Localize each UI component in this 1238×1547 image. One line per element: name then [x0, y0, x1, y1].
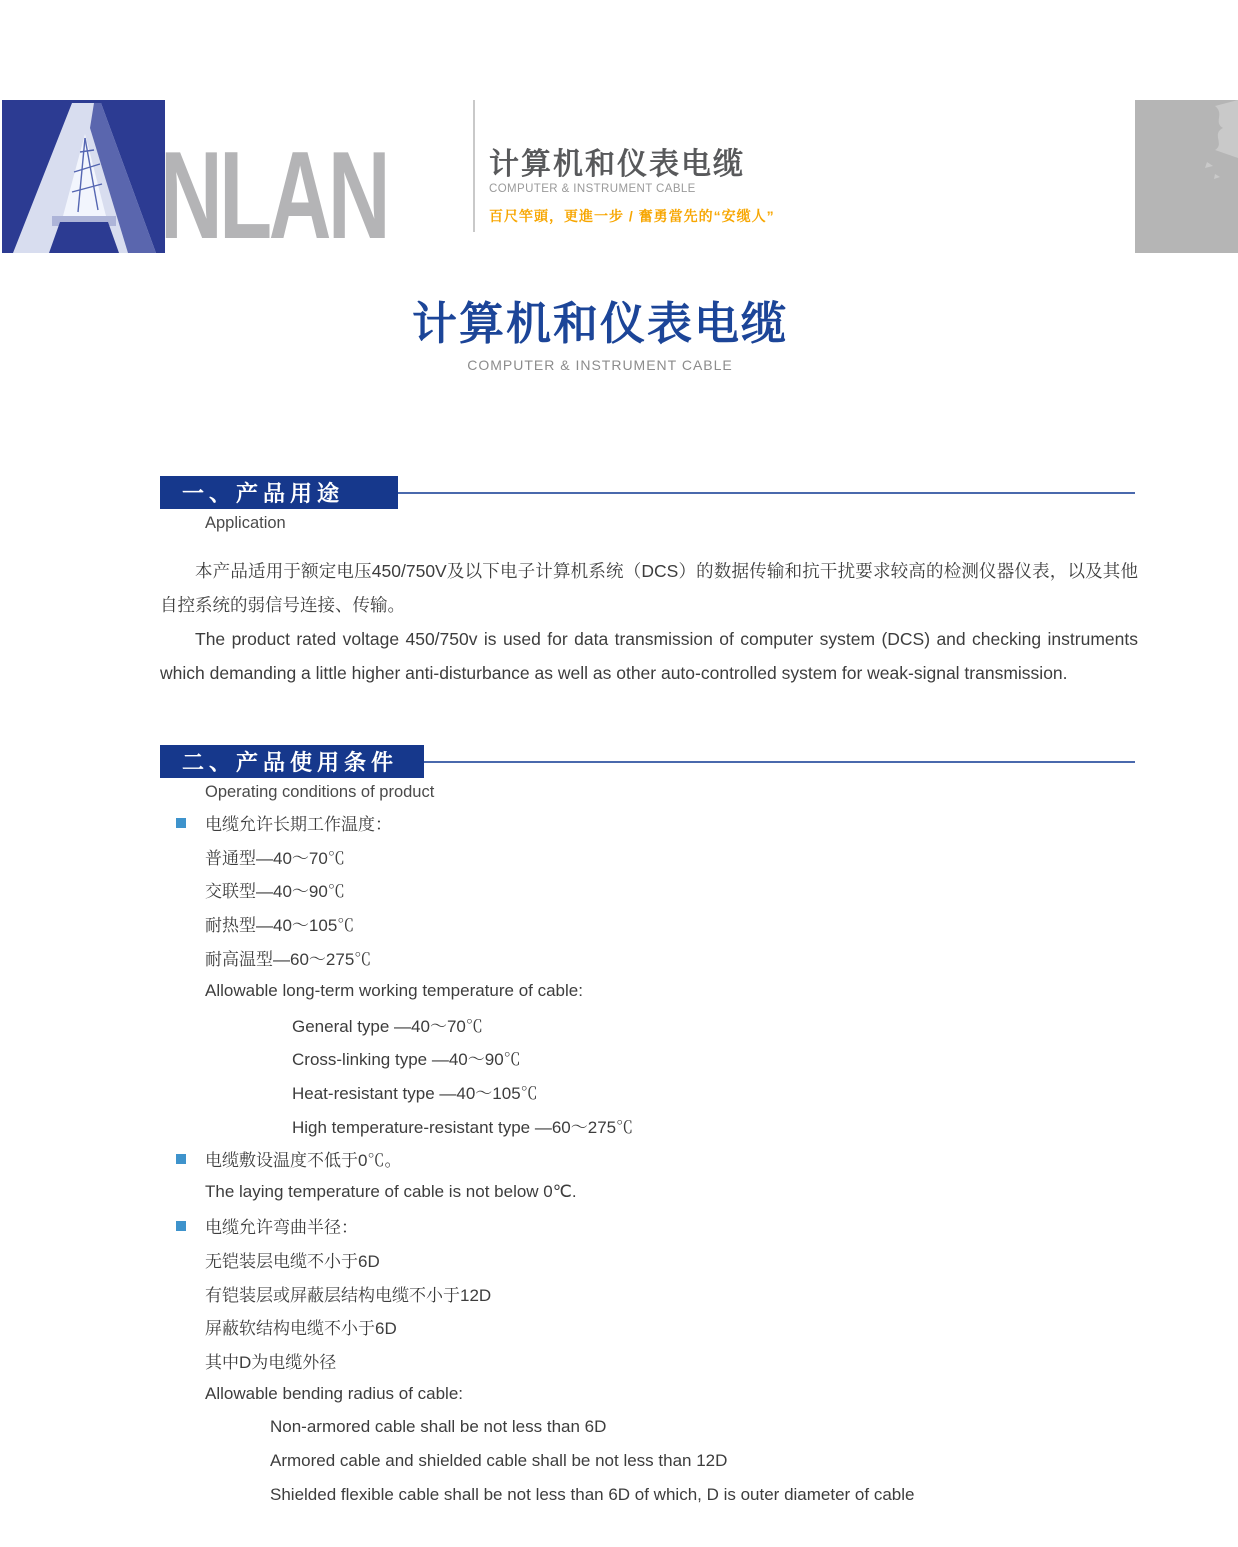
section-2-rule	[424, 761, 1135, 763]
list-item	[160, 1041, 1138, 1075]
list-item-text: 电缆允许弯曲半径：	[205, 1218, 358, 1238]
list-item	[160, 1310, 1138, 1344]
section-2-heading-en: Operating conditions of product	[205, 783, 435, 801]
page-title: 计算机和仪表电缆	[411, 298, 788, 349]
list-item	[160, 840, 1138, 874]
header-block	[489, 148, 1049, 226]
list-item	[160, 1444, 1138, 1478]
list-item	[160, 1108, 1138, 1142]
list-item	[160, 873, 1138, 907]
list-item-text: 电缆允许长期工作温度：	[205, 815, 392, 835]
list-item-text: Heat-resistant type —40～105℃	[292, 1084, 538, 1104]
page-subtitle: COMPUTER & INSTRUMENT CABLE	[467, 357, 733, 373]
list-item-text: 无铠装层电缆不小于6D	[205, 1252, 380, 1272]
list-item	[160, 1478, 1138, 1512]
list-item-text: Allowable long-term working temperature of cable:	[205, 980, 583, 1000]
document-title	[0, 296, 1200, 373]
list-item	[160, 907, 1138, 941]
list-item	[160, 1243, 1138, 1277]
list-item	[160, 1377, 1138, 1411]
header-product-title-en: COMPUTER & INSTRUMENT CABLE	[489, 183, 696, 195]
list-item	[160, 1411, 1138, 1445]
list-item-text: 其中D为电缆外径	[205, 1352, 337, 1372]
section-1-paragraph-cn: 本产品适用于额定电压450/750V及以下电子计算机系统（DCS）的数据传输和抗干扰要求较高的检测仪器仪表，以及其他自控系统的弱信号连接、传输。	[160, 561, 1138, 615]
brand-letters: NLAN	[160, 127, 388, 265]
list-item-text: Shielded flexible cable shall be not less than 6D of which, D is outer diameter of cable	[270, 1484, 915, 1504]
list-item-text: Allowable bending radius of cable:	[205, 1383, 464, 1403]
list-item-text: General type —40～70℃	[292, 1016, 483, 1036]
list-item-text: Non-armored cable shall be not less than 6D	[270, 1417, 607, 1437]
leaf-icon	[1135, 100, 1238, 253]
list-item-text: 耐高温型—60～275℃	[205, 949, 372, 969]
list-item-text: Armored cable and shielded cable shall be not less than 12D	[270, 1451, 728, 1471]
bullet-square-icon	[176, 1221, 186, 1231]
bullet-square-icon	[176, 818, 186, 828]
list-item	[160, 1075, 1138, 1109]
section-2-header	[160, 745, 1135, 778]
list-item-text: The laying temperature of cable is not below 0℃.	[205, 1182, 577, 1202]
list-item	[160, 974, 1138, 1008]
header-product-title-cn: 计算机和仪表电缆	[489, 148, 745, 181]
list-item	[160, 1276, 1138, 1310]
section-1-header	[160, 476, 1135, 509]
list-item-text: High temperature-resistant type —60～275℃	[292, 1117, 634, 1137]
section-1-heading-en: Application	[205, 514, 286, 532]
list-item	[160, 1209, 1138, 1243]
logo-a-icon	[2, 100, 165, 253]
section-1-rule	[398, 492, 1135, 494]
list-item-text: 屏蔽软结构电缆不小于6D	[205, 1319, 397, 1339]
list-item	[160, 940, 1138, 974]
bullet-square-icon	[176, 1154, 186, 1164]
list-item-text: 有铠装层或屏蔽层结构电缆不小于12D	[205, 1285, 492, 1305]
list-item	[160, 806, 1138, 840]
section-1-paragraph-en: The product rated voltage 450/750v is used for data transmission of computer system (DCS) and checking instruments which demanding a little higher anti-disturbance as well as other auto-controlled system for weak-signal transmission.	[160, 629, 1138, 683]
section-1-heading: 一、产品用途	[160, 476, 398, 509]
header-divider	[473, 100, 475, 232]
list-item-text: Cross-linking type —40～90℃	[292, 1050, 521, 1070]
header-slogan: 百尺竿頭，更進一步 / 奮勇當先的“安缆人”	[489, 208, 775, 224]
list-item-text: 电缆敷设温度不低于0℃。	[205, 1151, 402, 1171]
list-item-text: 普通型—40～70℃	[205, 848, 345, 868]
section-2-heading: 二、产品使用条件	[160, 745, 424, 778]
list-item	[160, 1176, 1138, 1210]
conditions-list	[160, 806, 1138, 1511]
list-item	[160, 1142, 1138, 1176]
list-item-text: 交联型—40～90℃	[205, 882, 345, 902]
anlan-logo	[2, 100, 165, 253]
list-item	[160, 1344, 1138, 1378]
corner-decoration	[1135, 100, 1238, 253]
list-item	[160, 1008, 1138, 1042]
list-item-text: 耐热型—40～105℃	[205, 916, 355, 936]
